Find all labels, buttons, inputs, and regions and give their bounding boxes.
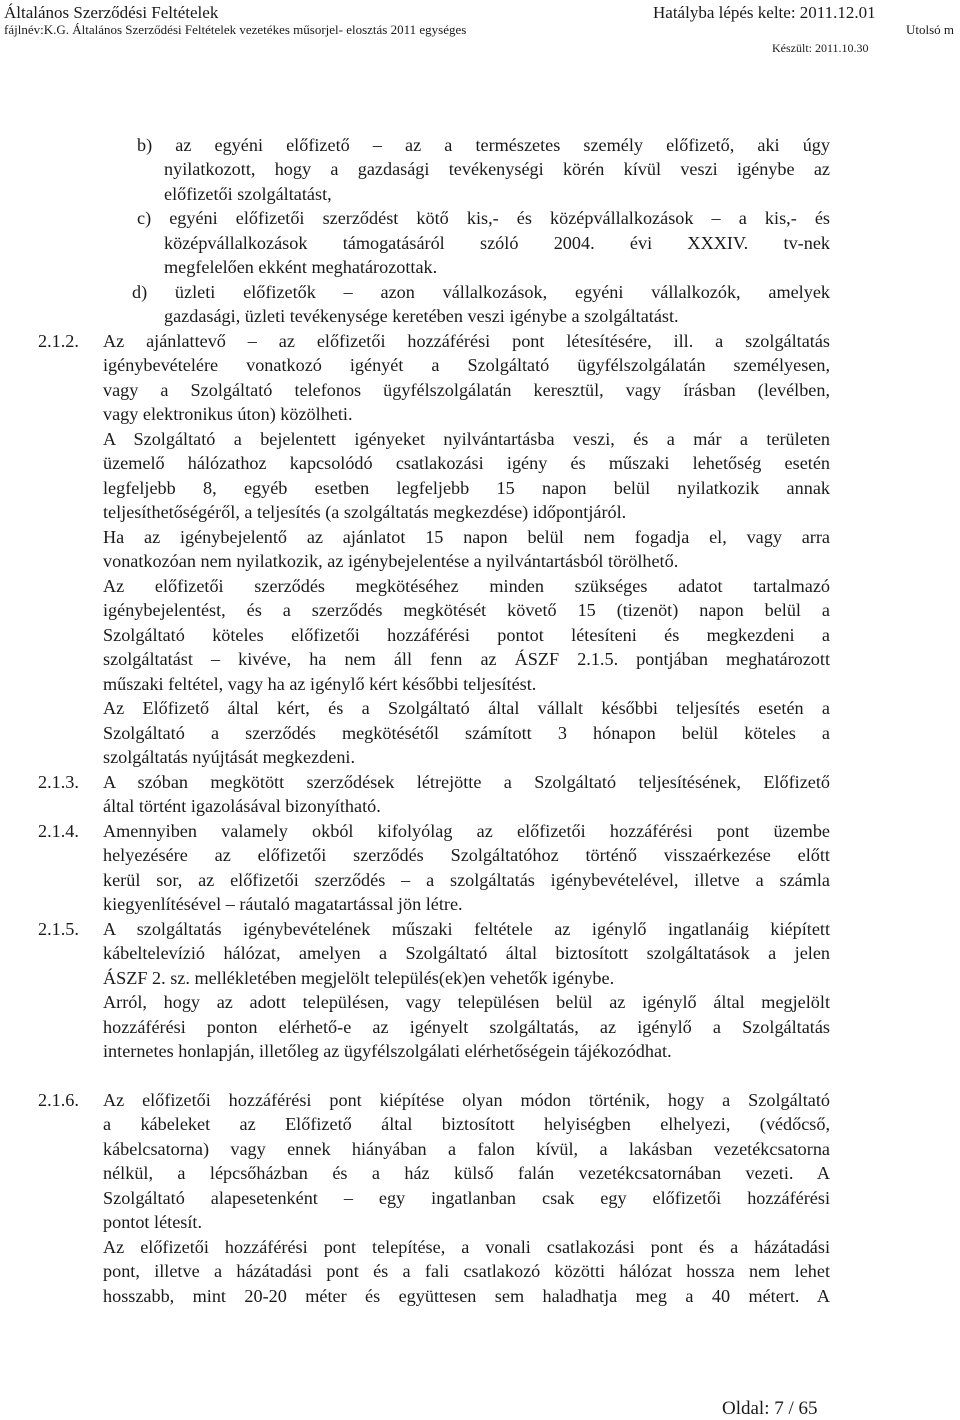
section-2-1-2-line: vagy elektronikus úton) közölheti.	[103, 404, 353, 424]
section-2-1-3-line: által történt igazolásával bizonyítható.	[103, 796, 381, 816]
section-2-1-2-line: legfeljebb 8, egyéb esetben legfeljebb 15 napon belül nyilatkozik annak	[103, 478, 830, 498]
section-2-1-2-line: teljesíthetőségéről, a teljesítés (a szolgáltatás megkezdése) időpontjáról.	[103, 502, 627, 522]
section-2-1-2-line: üzemelő hálózathoz kapcsolódó csatlakozási igény és műszaki lehetőség esetén	[103, 453, 830, 473]
document-title-header: Általános Szerződési Feltételek	[4, 3, 219, 22]
section-2-1-6-line: hosszabb, mint 20-20 méter és együttesen sem haladhatja meg a 40 métert. A	[103, 1286, 830, 1306]
section-2-1-2-line: szolgáltatás nyújtását megkezdeni.	[103, 747, 356, 767]
item-c-line: középvállalkozások támogatásáról szóló 2004. évi XXXIV. tv-nek	[164, 233, 830, 253]
item-b-line: előfizetői szolgáltatást,	[164, 184, 332, 204]
section-2-1-2-line: Az előfizetői szerződés megkötéséhez minden szükséges adatot tartalmazó	[103, 576, 830, 596]
section-number: 2.1.4.	[38, 821, 79, 841]
section-2-1-5-line: internetes honlapján, illetőleg az ügyfélszolgálati elérhetőségein tájékozódhat.	[103, 1041, 672, 1061]
section-2-1-6-line: a kábeleket az Előfizető által biztosított helyiségben elhelyezi, (védőcső,	[103, 1114, 830, 1134]
section-2-1-5-line: hozzáférési ponton elérhető-e az igényelt szolgáltatás, az igénylő a Szolgáltatás	[103, 1017, 830, 1037]
section-2-1-5-line: ÁSZF 2. sz. mellékletében megjelölt település(ek)en vehetők igénybe.	[103, 968, 615, 988]
section-2-1-2-line: műszaki feltétel, vagy ha az igénylő kért későbbi teljesítést.	[103, 674, 537, 694]
item-b-line: b) az egyéni előfizető – az a természetes személy előfizető, aki úgy	[137, 135, 830, 155]
section-2-1-2-line: igénybevételére vonatkozó igényét a Szolgáltató ügyfélszolgálatán személyesen,	[103, 355, 830, 375]
section-2-1-2-line: szolgáltatást – kivéve, ha nem áll fenn az ÁSZF 2.1.5. pontjában meghatározott	[103, 649, 830, 669]
section-2-1-6-line: kábelcsatorna) vagy ennek hiányában a falon kívül, a lakásban vezetékcsatorna	[103, 1139, 830, 1159]
section-2-1-6-line: Az előfizetői hozzáférési pont telepítése, a vonali csatlakozási pont és a házátadási	[103, 1237, 830, 1257]
section-number: 2.1.2.	[38, 331, 79, 351]
effective-date-header: Hatályba lépés kelte: 2011.12.01	[653, 3, 876, 22]
section-number: 2.1.6.	[38, 1090, 79, 1110]
section-2-1-2-line: igénybejelentést, és a szerződés megkötését követő 15 (tizenöt) napon belül a	[103, 600, 830, 620]
item-d-line: gazdasági, üzleti tevékenysége keretében veszi igénybe a szolgáltatást.	[164, 306, 679, 326]
item-b-line: nyilatkozott, hogy a gazdasági tevékenységi körén kívül veszi igénybe az	[164, 159, 830, 179]
section-2-1-2-line: Szolgáltató a szerződés megkötésétől számított 3 hónapon belül köteles a	[103, 723, 830, 743]
section-2-1-6-line: Az előfizetői hozzáférési pont kiépítése olyan módon történik, hogy a Szolgáltató	[103, 1090, 830, 1110]
item-d-line: d) üzleti előfizetők – azon vállalkozások, egyéni vállalkozók, amelyek	[132, 282, 830, 302]
section-2-1-5-line: A szolgáltatás igénybevételének műszaki feltétele az igénylő ingatlanáig kiépített	[103, 919, 830, 939]
section-2-1-2-line: vonatkozóan nem nyilatkozik, az igénybejelentése a nyilvántartásból törölhető.	[103, 551, 679, 571]
last-modified-header: Utolsó m	[906, 22, 955, 37]
section-2-1-2-line: Ha az igénybejelentő az ajánlatot 15 napon belül nem fogadja el, vagy arra	[103, 527, 830, 547]
section-2-1-2-line: A Szolgáltató a bejelentett igényeket nyilvántartásba veszi, és a már a területen	[103, 429, 830, 449]
section-2-1-6-line: pont, illetve a házátadási pont és a fali csatlakozó közötti hálózat hossza nem lehet	[103, 1261, 830, 1281]
section-2-1-6-line: pontot létesít.	[103, 1212, 203, 1232]
section-2-1-2-line: Szolgáltató köteles előfizetői hozzáférési pontot létesíteni és megkezdeni a	[103, 625, 830, 645]
section-2-1-4-line: Amennyiben valamely okból kifolyólag az előfizetői hozzáférési pont üzembe	[103, 821, 830, 841]
section-2-1-4-line: kerül sor, az előfizetői szerződés – a szolgáltatás igénybevételével, illetve a számla	[103, 870, 830, 890]
section-2-1-3-line: A szóban megkötött szerződések létrejötte a Szolgáltató teljesítésének, Előfizető	[103, 772, 830, 792]
prepared-date-header: Készült: 2011.10.30	[772, 41, 869, 55]
section-2-1-2-line: Az Előfizető által kért, és a Szolgáltató által vállalt későbbi teljesítés esetén a	[103, 698, 830, 718]
section-2-1-5-line: kábeltelevízió hálózat, amelyen a Szolgáltató által biztosított szolgáltatások a jelen	[103, 943, 830, 963]
section-2-1-2-line: vagy a Szolgáltató telefonos ügyfélszolgálatán keresztül, vagy írásban (levélben,	[103, 380, 830, 400]
section-number: 2.1.5.	[38, 919, 79, 939]
section-2-1-2-line: Az ajánlattevő – az előfizetői hozzáférési pont létesítésére, ill. a szolgáltatás	[103, 331, 830, 351]
file-name-header: fájlnév:K.G. Általános Szerződési Feltételek vezetékes műsorjel- elosztás 2011 egységes	[4, 22, 467, 37]
section-2-1-6-line: nélkül, a lépcsőházban és a ház külső falán vezetékcsatornában vezeti. A	[103, 1163, 830, 1183]
section-2-1-4-line: helyezésére az előfizetői szerződés Szolgáltatóhoz történő visszaérkezése előtt	[103, 845, 830, 865]
item-c-line: c) egyéni előfizetői szerződést kötő kis,- és középvállalkozások – a kis,- és	[137, 208, 830, 228]
item-c-line: megfelelően ekként meghatározottak.	[164, 257, 438, 277]
page-number-footer: Oldal: 7 / 65	[722, 1398, 818, 1419]
section-2-1-5-line: Arról, hogy az adott településen, vagy településen belül az igénylő által megjelölt	[103, 992, 830, 1012]
section-2-1-4-line: kiegyenlítésével – ráutaló magatartással jön létre.	[103, 894, 463, 914]
section-2-1-6-line: Szolgáltató alapesetenként – egy ingatlanban csak egy előfizetői hozzáférési	[103, 1188, 830, 1208]
section-number: 2.1.3.	[38, 772, 79, 792]
